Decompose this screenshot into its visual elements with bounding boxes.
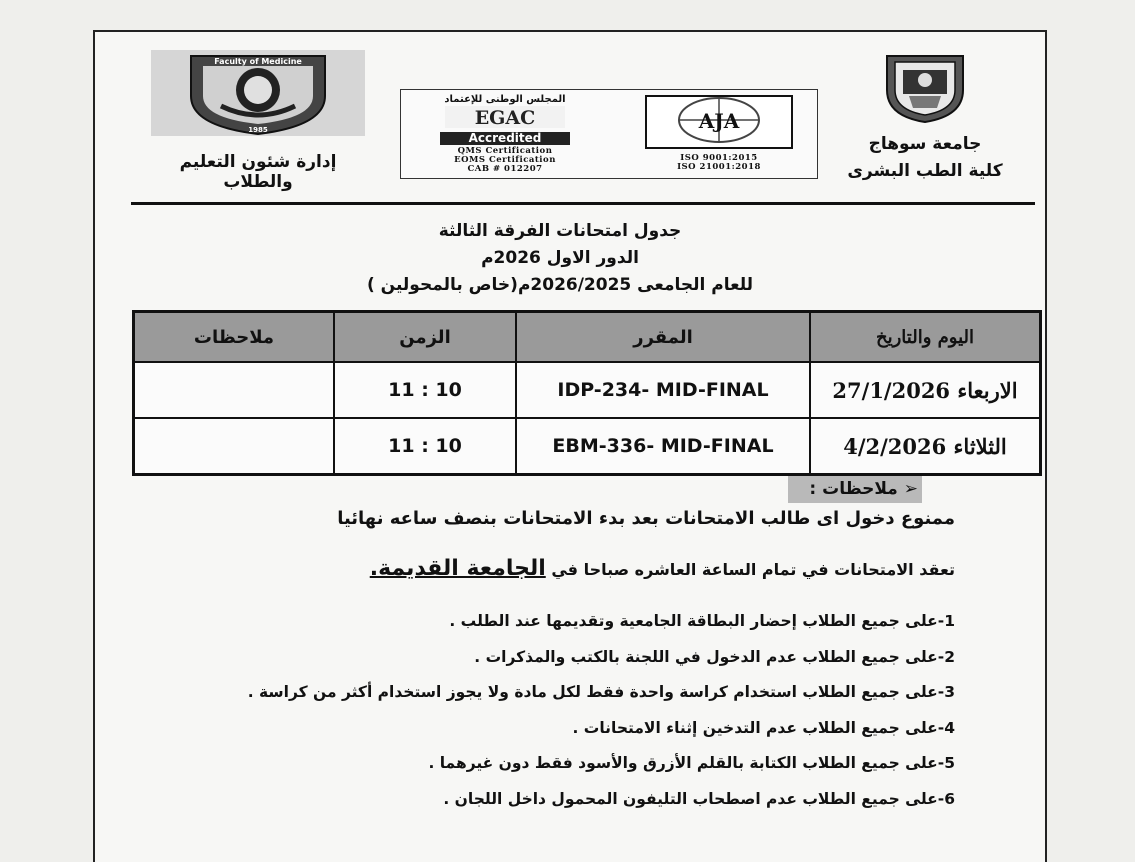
row-time: 10 : 11 xyxy=(334,362,516,418)
department-logo xyxy=(151,50,365,136)
exam-rules-list xyxy=(248,612,955,825)
title-line-3: للعام الجامعى 2026/2025م(خاص بالمحولين ) xyxy=(366,275,754,295)
university-logo xyxy=(879,50,971,124)
aja-certification xyxy=(629,94,809,174)
notes-heading: ➢ ملاحظات : xyxy=(788,476,922,503)
table-header-row xyxy=(134,312,1041,363)
exam-location: الجامعة القديمة. xyxy=(369,556,546,581)
row-day-date: الثلاثاء 4/2/2026 xyxy=(810,418,1041,475)
table-row xyxy=(134,418,1041,475)
row-notes xyxy=(134,418,335,475)
faculty-name: كلية الطب البشرى xyxy=(847,161,1003,181)
row-course: IDP-234- MID-FINAL xyxy=(516,362,810,418)
header-course: المقرر xyxy=(516,312,810,363)
table-row xyxy=(134,362,1041,418)
iso-line-2: ISO 21001:2018 xyxy=(677,162,761,172)
row-course: EBM-336- MID-FINAL xyxy=(516,418,810,475)
title-line-2: الدور الاول 2026م xyxy=(481,248,639,268)
exam-location-note xyxy=(370,556,955,581)
row-day-date: الاربعاء 27/1/2026 xyxy=(810,362,1041,418)
late-entry-warning: ممنوع دخول اى طالب الامتحانات بعد بدء الامتحانات بنصف ساعه نهائيا xyxy=(337,508,955,529)
list-item: 2-على جميع الطلاب عدم الدخول في اللجنة بالكتب والمذكرات . xyxy=(474,647,955,666)
exam-location-prefix: تعقد الامتحانات في تمام الساعة العاشره صباحا في xyxy=(551,560,955,579)
list-item: 6-على جميع الطلاب عدم اصطحاب التليفون المحمول داخل اللجان . xyxy=(443,789,955,808)
row-time: 10 : 11 xyxy=(334,418,516,475)
iso-line-1: ISO 9001:2015 xyxy=(680,153,758,163)
header-divider xyxy=(131,202,1035,205)
list-item: 5-على جميع الطلاب الكتابة بالقلم الأزرق والأسود فقط دون غيرهما . xyxy=(428,754,955,772)
exam-schedule-page xyxy=(93,30,1047,862)
list-item: 4-على جميع الطلاب عدم التدخين إثناء الامتحانات . xyxy=(572,718,955,737)
department-name: إدارة شئون التعليم والطلاب xyxy=(179,152,337,192)
egac-certification xyxy=(405,94,605,174)
title-line-1: جدول امتحانات الفرقة الثالثة xyxy=(438,221,682,241)
header-time: الزمن xyxy=(334,312,516,363)
row-notes xyxy=(134,362,335,418)
egac-arabic-name: المجلس الوطنى للإعتماد xyxy=(444,94,566,105)
certification-box xyxy=(400,89,818,179)
university-header xyxy=(835,50,1015,182)
aja-logo-text: AJA xyxy=(698,109,740,133)
list-item: 3-على جميع الطلاب استخدام كراسة واحدة فقط لكل مادة ولا يجوز استخدام أكثر من كراسة . xyxy=(247,683,955,701)
header-day-date: اليوم والتاريخ xyxy=(810,312,1041,363)
list-item: 1-على جميع الطلاب إحضار البطاقة الجامعية وتقديمها عند الطلب . xyxy=(449,612,955,630)
university-name: جامعة سوهاج xyxy=(868,134,982,154)
department-logo-text: Faculty of Medicine xyxy=(214,57,302,66)
cert-line-2: EOMS Certification xyxy=(454,155,556,165)
schedule-titles xyxy=(195,218,925,299)
egac-accredited: Accredited xyxy=(440,132,570,145)
cert-line-3: CAB # 012207 xyxy=(467,164,543,174)
exam-schedule-table xyxy=(132,310,1042,476)
aja-logo xyxy=(644,94,794,150)
cert-line-1: QMS Certification xyxy=(457,146,553,156)
department-header xyxy=(143,50,373,192)
egac-logo-text: EGAC xyxy=(474,107,536,128)
egac-logo xyxy=(445,106,565,128)
department-logo-year: 1985 xyxy=(248,126,268,134)
header-notes: ملاحظات xyxy=(134,312,335,363)
